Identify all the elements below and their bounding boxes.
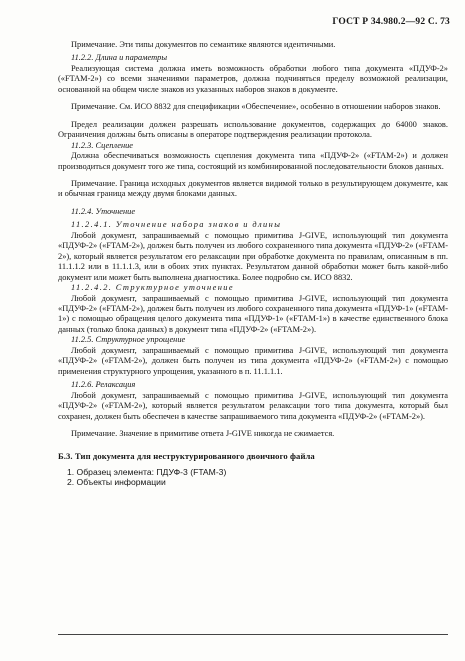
body-paragraph: Любой документ, запрашиваемый с помощью примитива J-GIVE, использующий тип документа «ПДУФ-2» («FTAM-2»), должен быть получен из любого сохраненного типа документа «ПДУФ-2» («FTAM-2»), который является результатом его релаксации при обработке документа по правилам, описанным в пп. 11.1.1.2 или в 11.1.1.3, или в обоих этих пунктах. Результатом данной обработки может быть какой-либо документ или может быть выполнена диагностика. Более подробно см. ИСО 8832. <box>58 230 448 282</box>
body-paragraph: Любой документ, запрашиваемый с помощью примитива J-GIVE, использующий тип документа «ПДУФ-2» («FTAM-2»), должен быть получен из типа документа «ПДУФ-2» («FTAM-2») с помощью применения структурного упрощения, указанного в п. 11.1.1.1. <box>58 345 448 376</box>
note-paragraph: Примечание. См. ИСО 8832 для спецификации «Обеспечение», особенно в отношении наборов знаков. <box>71 102 441 112</box>
section-title: Б.3. Тип документа для неструктурированного двоичного файла <box>58 451 315 462</box>
note-paragraph: Примечание. Эти типы документов по семантике являются идентичными. <box>71 40 336 49</box>
body-paragraph: Должна обеспечиваться возможность сцепления документа типа «ПДУФ-2» («FTAM-2») и должен производиться документ того же типа, состоящий из комбинированной последовательности блоков данных. <box>58 151 448 171</box>
section-item: 2. Объекты информации <box>67 477 166 488</box>
body-paragraph: Любой документ, запрашиваемый с помощью примитива J-GIVE, использующий тип документа «ПДУФ-2» («FTAM-2»), должен быть получен из любого сохраненного типа документа «ПДУФ-1» («FTAM-1») с помощью обращения целого документа типа «ПДУФ-1» («FTAM-1») в качестве единственного блока данных (только блока данных) в документ типа «ПДУФ-2» («FTAM-2»). <box>58 293 448 334</box>
clause-heading: 11.2.4. Уточнение <box>71 206 136 216</box>
page-header: ГОСТ Р 34.980.2—92 С. 73 <box>332 17 450 27</box>
body-paragraph: Любой документ, запрашиваемый с помощью примитива J-GIVE, использующий тип документа «ПДУФ-2» («FTAM-2»), который является результатом релаксации того типа документа, который был сохранен, должен быть обеспечен в качестве запрашиваемого типа документа «ПДУФ-2» («FTAM-2»). <box>58 390 448 421</box>
section-item: 1. Образец элемента: ПДУФ-3 (FTAM-3) <box>67 466 227 477</box>
page-content <box>58 40 448 488</box>
note-paragraph: Примечание. Граница исходных документов является видимой только в результирующем документе, как и обычная граница между двумя блоками данных. <box>58 178 448 199</box>
clause-heading: 11.2.4.2. Структурное уточнение <box>71 283 234 293</box>
footer-rule <box>58 634 448 635</box>
body-paragraph: Предел реализации должен разрешать использование документов, содержащих до 64000 знаков. Ограничения должны быть описаны в операторе подтверждения реализации протокола. <box>58 119 448 140</box>
clause-heading: 11.2.5. Структурное упрощение <box>71 335 186 345</box>
body-paragraph: Реализующая система должна иметь возможность обработки любого типа документа «ПДУФ-2» («FTAM-2») со всеми значениями параметров, должна подчиняться пределу возможной реализации, основанной на общем числе знаков из указанных наборов знаков в документе. <box>58 63 448 94</box>
note-paragraph: Примечание. Значение в примитиве ответа J-GIVE никогда не сжимается. <box>71 428 335 438</box>
clause-heading: 11.2.6. Релаксация <box>71 380 136 390</box>
clause-heading: 11.2.2. Длина и параметры <box>71 53 167 63</box>
clause-heading: 11.2.4.1. Уточнение набора знаков и длины <box>71 220 282 230</box>
clause-heading: 11.2.3. Сцепление <box>71 140 134 150</box>
